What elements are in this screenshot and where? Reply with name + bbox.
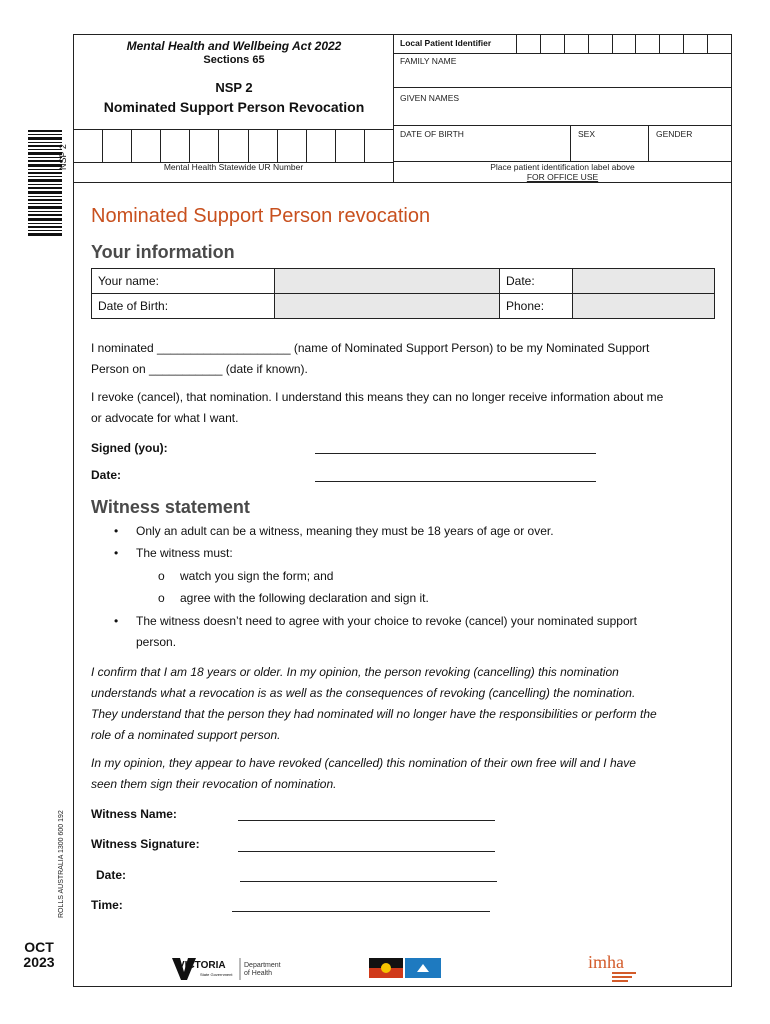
date-of-birth-label: Date of Birth:	[92, 294, 275, 319]
imha-logo	[586, 950, 642, 984]
version-month: OCT	[24, 939, 54, 955]
signed-label: Signed (you):	[91, 441, 168, 455]
page-title: Nominated Support Person revocation	[91, 205, 431, 227]
form-code: NSP 2	[215, 80, 253, 95]
opinion-line-2: seen them sign their revocation of nomination.	[91, 777, 337, 791]
local-patient-identifier-row	[394, 35, 731, 54]
header-bottom-rule	[74, 182, 731, 183]
ur-number-label: Mental Health Statewide UR Number	[163, 162, 304, 172]
imha-wordmark: imha	[588, 952, 624, 972]
bullet-no-need-to-agree	[136, 611, 716, 653]
confirm-line-2: understands what a revocation is as well as the consequences of revoking (cancelling) the nomination.	[91, 686, 636, 700]
witness-name-line[interactable]	[238, 820, 495, 821]
bullet-adult-witness: Only an adult can be a witness, meaning they must be 18 years of age or over.	[136, 524, 554, 538]
state-government-text: State Government	[200, 972, 233, 977]
opinion-line-1: In my opinion, they appear to have revoked (cancelled) this nomination of their own free will and I have	[91, 756, 636, 770]
bullet-dot: •	[114, 614, 119, 628]
revoke-line-2: or advocate for what I want.	[91, 411, 239, 425]
your-information-table	[91, 268, 715, 319]
nomination-line-1: I nominated ____________________ (name of Nominated Support Person) to be my Nominated Support	[91, 341, 650, 355]
nomination-paragraph	[91, 338, 716, 380]
version-year: 2023	[23, 954, 55, 970]
side-form-code: NSP 2	[58, 144, 68, 170]
sex-label: SEX	[578, 129, 596, 139]
sub-bullet-circle: o	[158, 569, 165, 583]
signed-line[interactable]	[315, 453, 596, 454]
family-name-field[interactable]	[394, 87, 731, 88]
witness-name-label: Witness Name:	[91, 807, 177, 821]
your-information-heading: Your information	[91, 242, 235, 262]
witness-statement-heading: Witness statement	[91, 497, 250, 517]
witness-time-line[interactable]	[232, 911, 490, 912]
flags-logo	[369, 958, 441, 978]
patient-identification	[394, 35, 731, 161]
phone-input[interactable]	[573, 294, 715, 319]
victoria-government-logo	[172, 956, 292, 982]
bullet-no-need-line-1: The witness doesn’t need to agree with your choice to revoke (cancel) your nominated support	[136, 614, 637, 628]
witness-signature-line[interactable]	[238, 851, 495, 852]
revoke-paragraph	[91, 387, 716, 429]
victoria-wordmark: VICTORIA	[178, 960, 226, 971]
witness-date-line[interactable]	[240, 881, 497, 882]
act-title: Mental Health and Wellbeing Act 2022	[126, 39, 342, 53]
nomination-line-2: Person on ___________ (date if known).	[91, 362, 308, 376]
ur-number-boxes[interactable]	[74, 129, 393, 163]
bullet-dot: •	[114, 546, 119, 560]
local-patient-identifier-label: Local Patient Identifier	[400, 38, 492, 48]
of-health-text: of Health	[244, 970, 273, 977]
given-names-field[interactable]	[394, 125, 731, 126]
family-name-label: FAMILY NAME	[400, 56, 457, 66]
bullet-dot: •	[114, 524, 119, 538]
place-label-note: Place patient identification label above	[490, 162, 635, 172]
signed-date-label: Date:	[91, 468, 122, 482]
barcode	[28, 130, 62, 236]
bullet-witness-must: The witness must:	[136, 546, 233, 560]
gender-label: GENDER	[656, 129, 693, 139]
confirm-line-3: They understand that the person they had nominated will no longer have the responsibilities or perform the	[91, 707, 657, 721]
confirm-line-1: I confirm that I am 18 years or older. In my opinion, the person revoking (cancelling) this nomination	[91, 665, 619, 679]
form-version-date	[22, 940, 56, 970]
signed-date-line[interactable]	[315, 481, 596, 482]
witness-time-label: Time:	[91, 898, 123, 912]
form-header	[74, 35, 394, 129]
revoke-line-1: I revoke (cancel), that nomination. I understand this means they can no longer receive information about me	[91, 390, 664, 404]
sub-bullet-watch: watch you sign the form; and	[180, 569, 334, 583]
local-patient-identifier-boxes[interactable]	[516, 35, 731, 53]
date-of-birth-input[interactable]	[275, 294, 500, 319]
department-text: Department	[244, 962, 281, 969]
date-label: Date:	[500, 269, 573, 294]
confirm-line-4: role of a nominated support person.	[91, 728, 281, 742]
printer-credit: ROLLS AUSTRALIA 1300 600 192	[58, 810, 65, 918]
act-sections: Sections 65	[203, 54, 265, 66]
form-title: Nominated Support Person Revocation	[103, 99, 365, 115]
witness-confirmation	[91, 662, 716, 746]
witness-opinion	[91, 753, 716, 795]
your-name-label: Your name:	[92, 269, 275, 294]
sub-bullet-agree: agree with the following declaration and sign it.	[180, 591, 429, 605]
witness-signature-label: Witness Signature:	[91, 837, 200, 851]
bullet-no-need-line-2: person.	[136, 635, 177, 649]
office-use-label: FOR OFFICE USE	[526, 172, 599, 182]
phone-label: Phone:	[500, 294, 573, 319]
given-names-label: GIVEN NAMES	[400, 93, 460, 103]
date-input[interactable]	[573, 269, 715, 294]
witness-date-label: Date:	[96, 868, 127, 882]
date-of-birth-label: DATE OF BIRTH	[400, 129, 464, 139]
sub-bullet-circle: o	[158, 591, 165, 605]
your-name-input[interactable]	[275, 269, 500, 294]
